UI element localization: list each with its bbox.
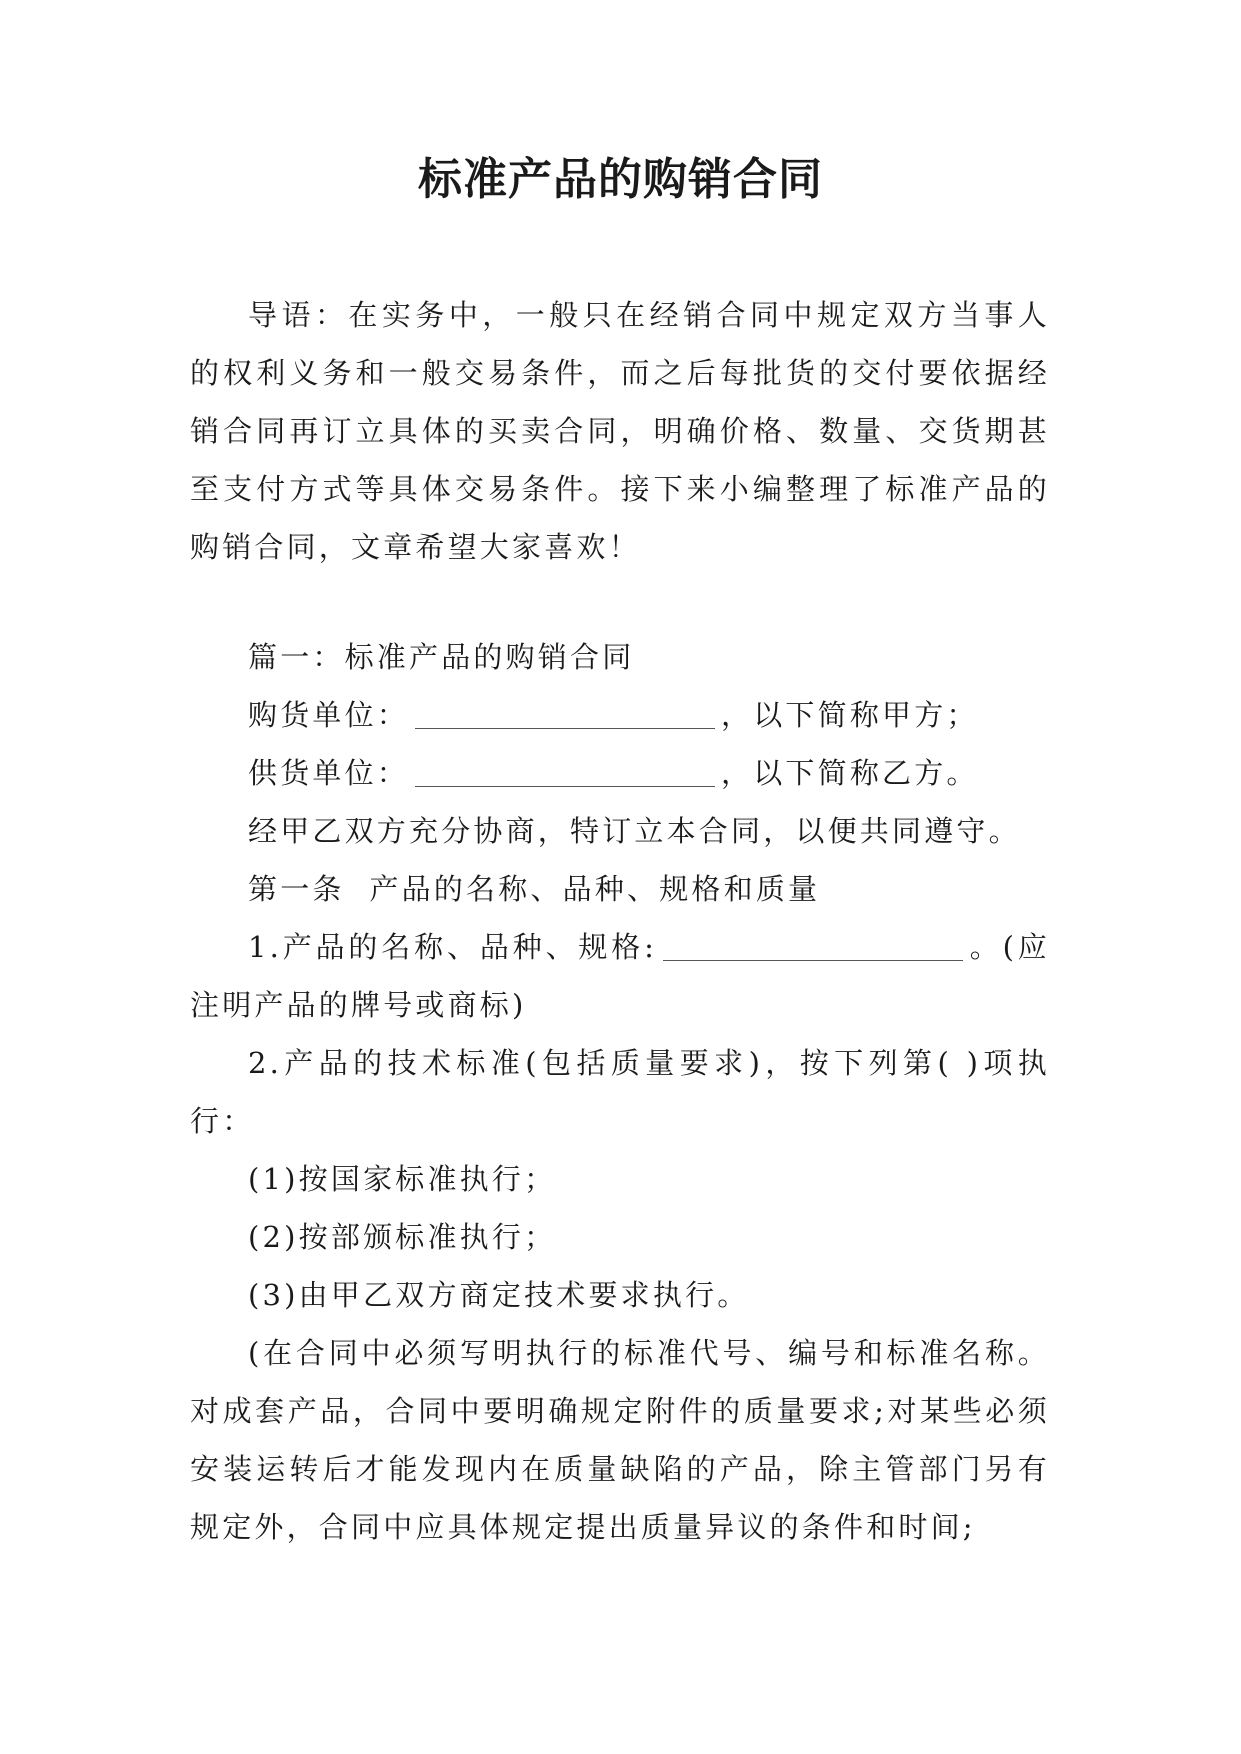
buyer-line [190, 686, 1050, 744]
buyer-suffix: ，以下简称甲方； [721, 698, 979, 732]
seller-suffix: ，以下简称乙方。 [721, 756, 979, 790]
option2-paragraph: (2)按部颁标准执行； [248, 1220, 557, 1254]
document-body [190, 286, 1050, 1556]
seller-blank-field [415, 752, 715, 787]
option1-paragraph: (1)按国家标准执行； [248, 1162, 557, 1196]
agreement-paragraph: 经甲乙双方充分协商，特订立本合同，以便共同遵守。 [248, 814, 1021, 848]
document-title: 标准产品的购销合同 [418, 154, 823, 205]
item1-label: 1.产品的名称、品种、规格: [248, 930, 658, 964]
intro-paragraph: 导语：在实务中，一般只在经销合同中规定双方当事人的权利义务和一般交易条件，而之后每批货的交付要依据经销合同再订立具体的买卖合同，明确价格、数量、交货期甚至支付方式等具体交易条件。接下来小编整理了标准产品的购销合同，文章希望大家喜欢！ [190, 298, 1050, 564]
item1-blank-field [663, 926, 963, 961]
item2-paragraph: 2.产品的技术标准(包括质量要求)，按下列第( )项执行： [190, 1046, 1050, 1138]
seller-label: 供货单位： [248, 756, 410, 790]
section-heading: 篇一：标准产品的购销合同 [248, 640, 635, 674]
buyer-label: 购货单位： [248, 698, 410, 732]
seller-line [190, 744, 1050, 802]
paragraph-gap [190, 576, 1050, 628]
article1-heading: 第一条 产品的名称、品种、规格和质量 [248, 872, 821, 906]
note-paragraph: (在合同中必须写明执行的标准代号、编号和标准名称。对成套产品，合同中要明确规定附件的质量要求;对某些必须安装运转后才能发现内在质量缺陷的产品，除主管部门另有规定外，合同中应具体规定提出质量异议的条件和时间; [190, 1336, 1050, 1544]
item1-suffix: 。(应注明产品的牌号或商标) [190, 930, 1050, 1022]
option3-paragraph: (3)由甲乙双方商定技术要求执行。 [248, 1278, 750, 1312]
buyer-blank-field [415, 694, 715, 729]
item1-paragraph [190, 918, 1050, 1034]
